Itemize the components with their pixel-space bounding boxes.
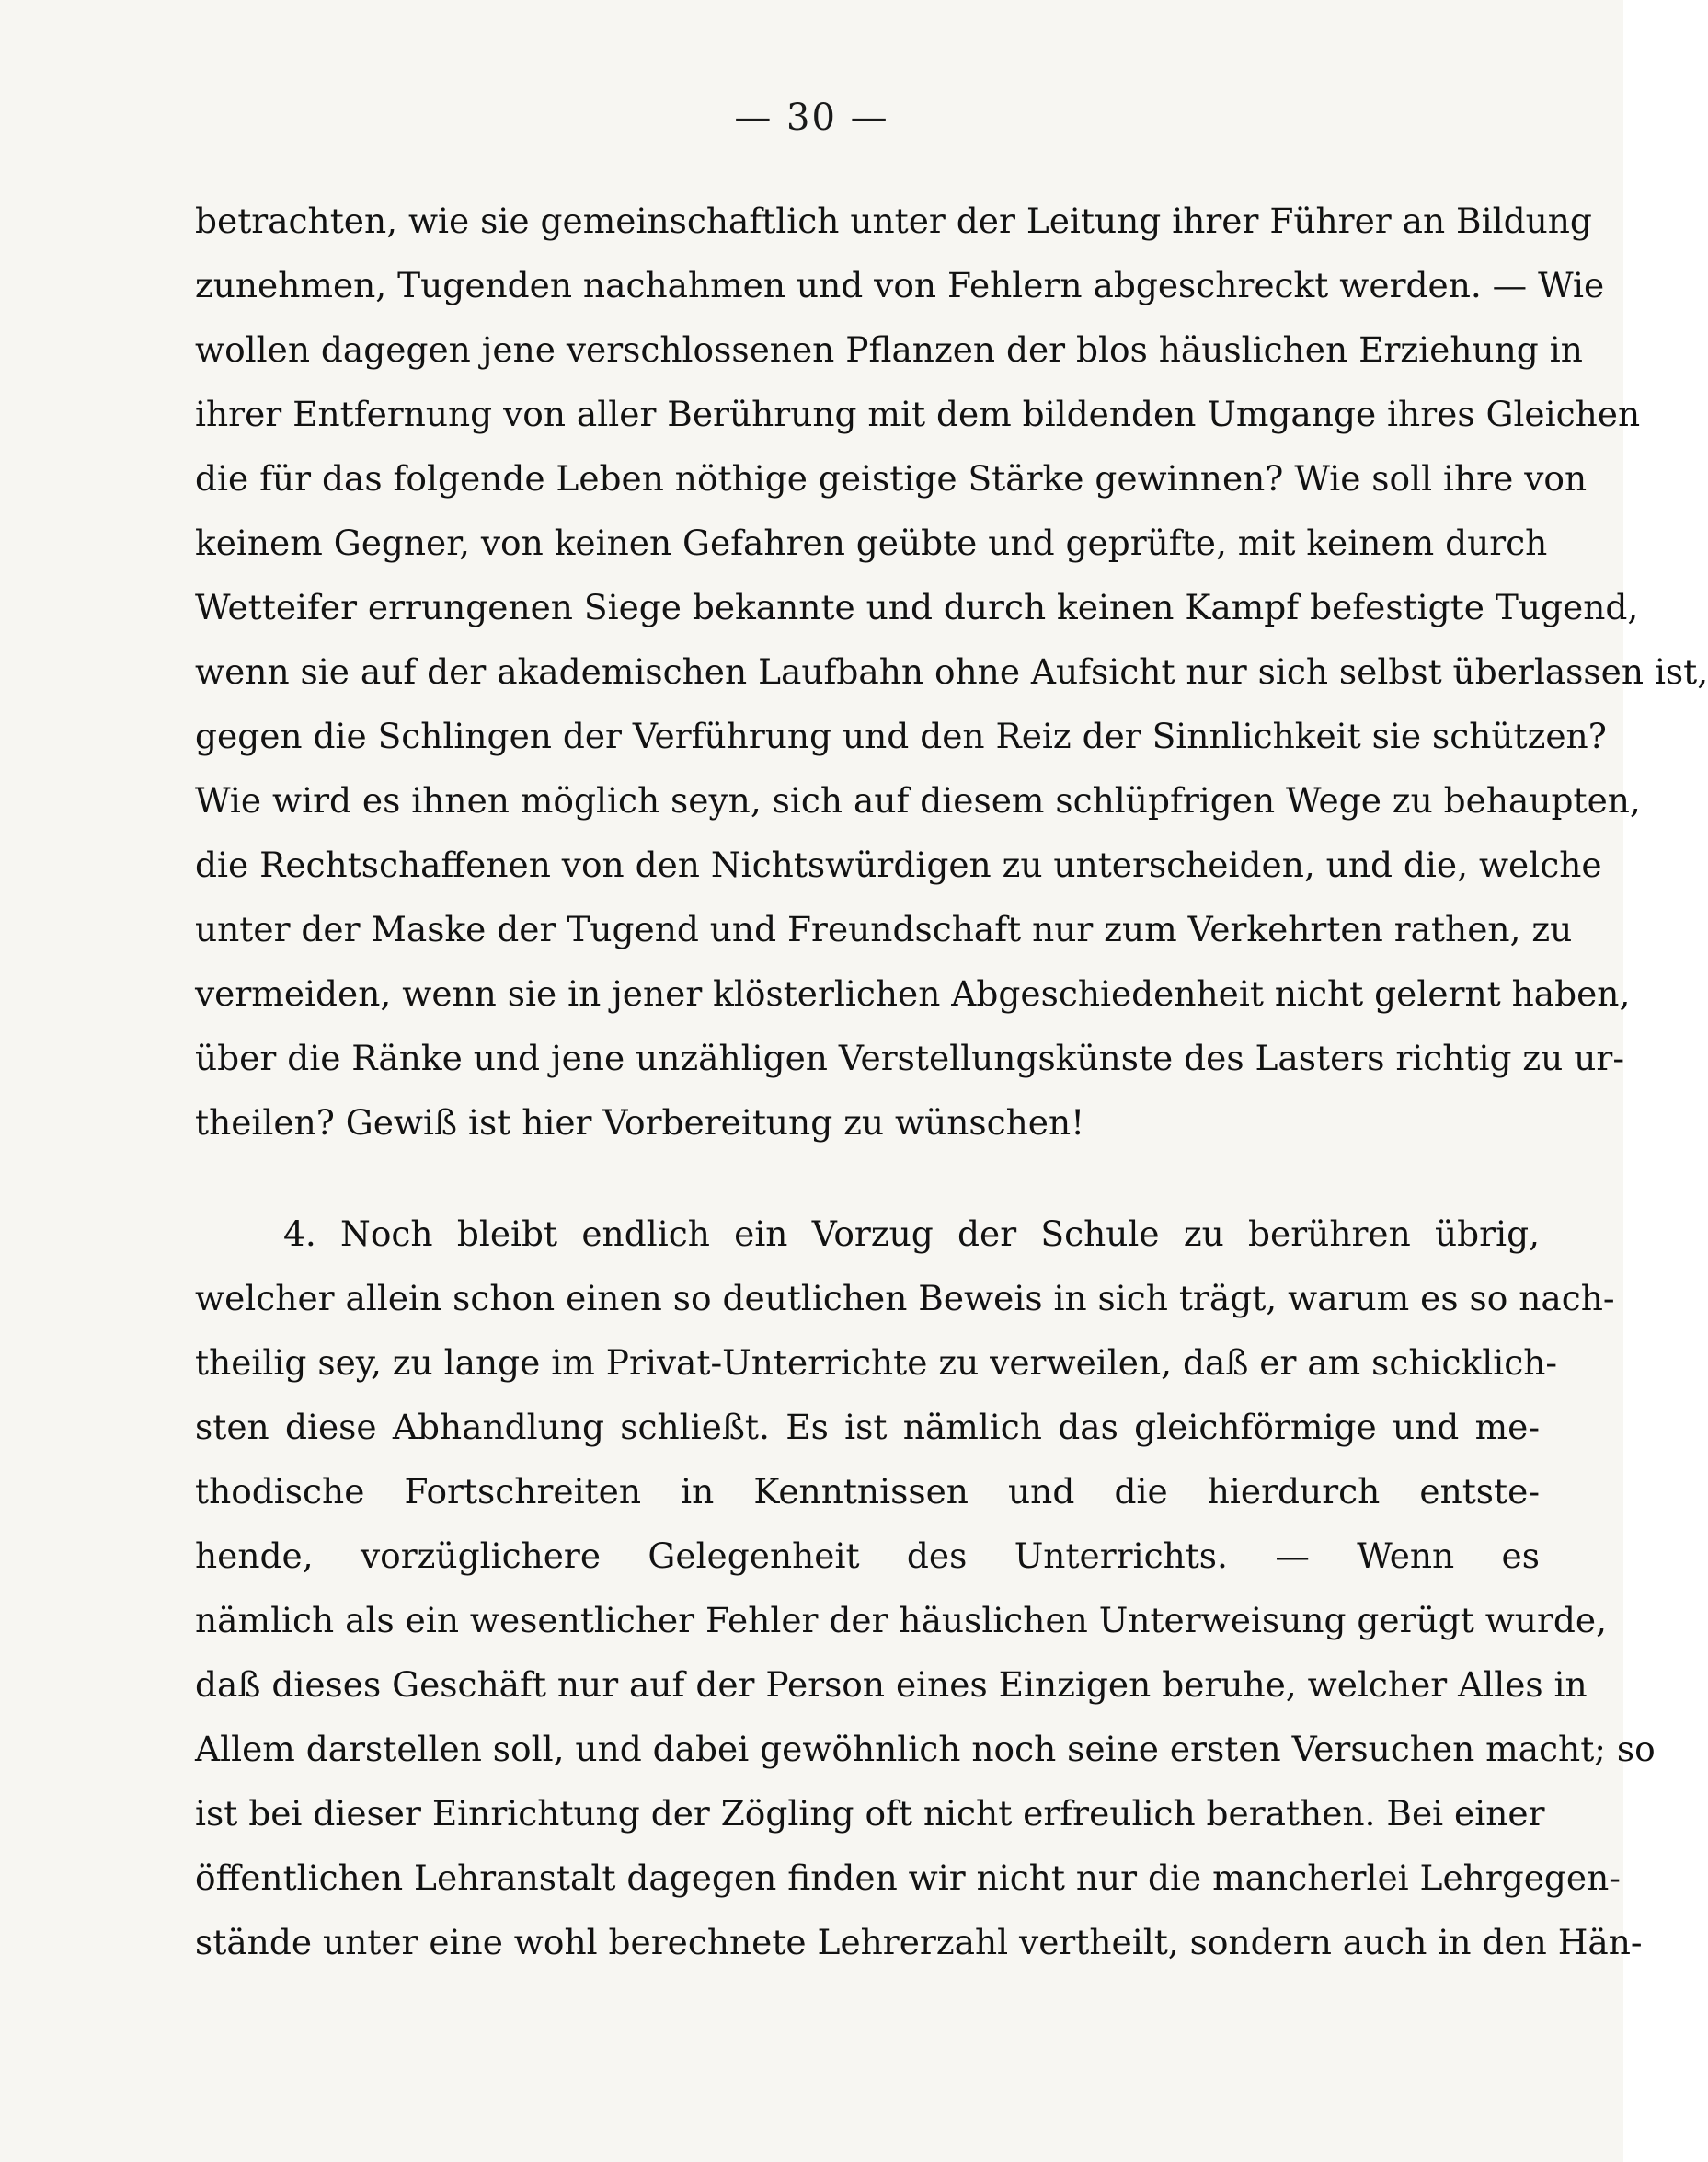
text-line: ihrer Entfernung von aller Berührung mit dem bildenden Umgange ihres Gleichen [195, 394, 1641, 434]
text-line: betrachten, wie sie gemeinschaftlich unter der Leitung ihrer Führer an Bildung [195, 201, 1592, 241]
text-line: wenn sie auf der akademischen Laufbahn ohne Aufsicht nur sich selbst überlassen ist, [195, 651, 1708, 692]
text-line: keinem Gegner, von keinen Gefahren geübte und geprüfte, mit keinem durch [195, 523, 1548, 563]
text-line: zunehmen, Tugenden nachahmen und von Fehlern abgeschreckt werden. — Wie [195, 265, 1605, 305]
text-line: vermeiden, wenn sie in jener klösterlichen Abgeschiedenheit nicht gelernt haben, [195, 973, 1631, 1014]
text-line: öffentlichen Lehranstalt dagegen finden wir nicht nur die mancherlei Lehrgegen- [195, 1857, 1621, 1898]
text-line: theilen? Gewiß ist hier Vorbereitung zu wünschen! [195, 1102, 1085, 1143]
text-line: 4. Noch bleibt endlich ein Vorzug der Schule zu berühren übrig, [283, 1213, 1540, 1254]
text-line: ist bei dieser Einrichtung der Zögling oft nicht erfreulich berathen. Bei einer [195, 1793, 1545, 1834]
text-line: hende, vorzüglichere Gelegenheit des Unterrichts. — Wenn es [195, 1535, 1540, 1576]
text-line: Wetteifer errungenen Siege bekannte und durch keinen Kampf befestigte Tugend, [195, 587, 1639, 627]
text-line: Wie wird es ihnen möglich seyn, sich auf diesem schlüpfrigen Wege zu behaupten, [195, 780, 1641, 821]
text-line: stände unter eine wohl berechnete Lehrerzahl vertheilt, sondern auch in den Hän- [195, 1922, 1643, 1962]
text-line: theilig sey, zu lange im Privat-Unterrichte zu verweilen, daß er am schicklich- [195, 1342, 1558, 1383]
paragraph-1 [195, 189, 1708, 1155]
paragraph-2 [195, 1202, 1656, 1974]
text-line: gegen die Schlingen der Verführung und den Reiz der Sinnlichkeit sie schützen? [195, 716, 1607, 756]
text-line: sten diese Abhandlung schließt. Es ist nämlich das gleichförmige und me- [195, 1407, 1540, 1447]
text-line: die Rechtschaffenen von den Nichtswürdigen zu unterscheiden, und die, welche [195, 845, 1602, 885]
text-line: nämlich als ein wesentlicher Fehler der häuslichen Unterweisung gerügt wurde, [195, 1600, 1607, 1640]
text-line: wollen dagegen jene verschlossenen Pflanzen der blos häuslichen Erziehung in [195, 329, 1583, 370]
text-line: thodische Fortschreiten in Kenntnissen und die hierdurch entste- [195, 1471, 1540, 1512]
page-number: — 30 — [734, 97, 889, 139]
text-line: unter der Maske der Tugend und Freundschaft nur zum Verkehrten rathen, zu [195, 909, 1573, 949]
text-line: welcher allein schon einen so deutlichen Beweis in sich trägt, warum es so nach- [195, 1278, 1615, 1318]
text-line: Allem darstellen soll, und dabei gewöhnlich noch seine ersten Versuchen macht; so [195, 1729, 1656, 1769]
text-line: über die Ränke und jene unzähligen Verstellungskünste des Lasters richtig zu ur- [195, 1038, 1624, 1078]
text-line: die für das folgende Leben nöthige geistige Stärke gewinnen? Wie soll ihre von [195, 458, 1588, 499]
text-line: daß dieses Geschäft nur auf der Person eines Einzigen beruhe, welcher Alles in [195, 1664, 1588, 1705]
